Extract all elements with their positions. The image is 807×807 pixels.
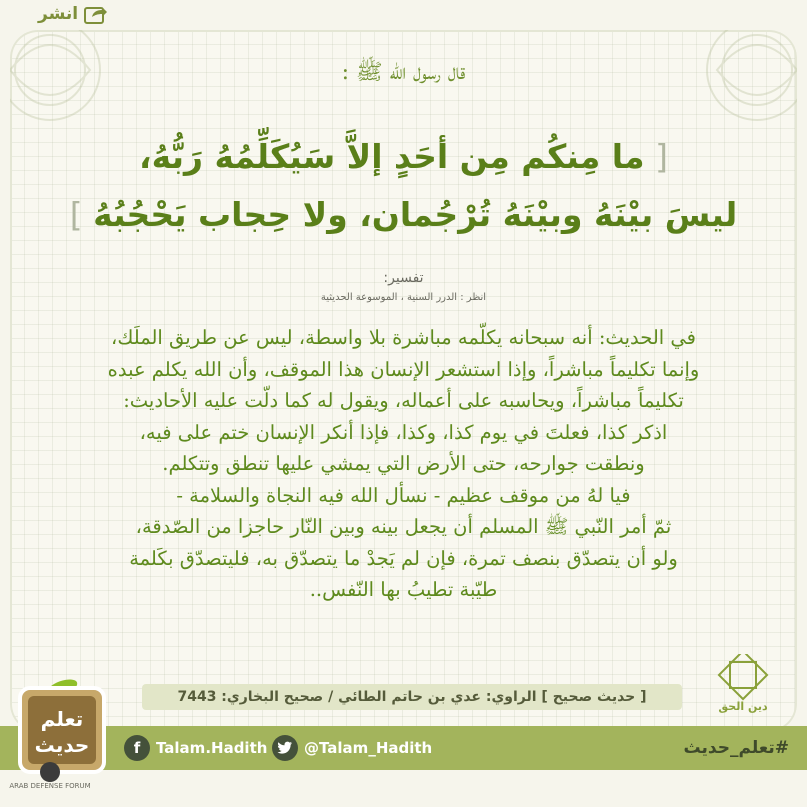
explanation-line: ثمّ أمر النّبي ﷺ المسلم أن يجعل بينه وبين النّار حاجزا من الصّدقة، [135, 515, 672, 538]
share-label: انشر [38, 4, 79, 24]
hadith-line-1-text: ما مِنكُم مِن أحَدٍ إلاَّ سَيُكَلِّمُهُ رَبُّهُ، [139, 137, 645, 176]
facebook-icon: f [124, 735, 150, 761]
bottom-strip [0, 770, 807, 807]
explanation-line: في الحديث: أنه سبحانه يكلّمه مباشرة بلا واسطة، ليس عن طريق الملَك، [111, 326, 696, 349]
tafsir-source: انظر : الدرر السنية ، الموسوعة الحديثية [320, 292, 487, 303]
talam-hadith-logo [10, 674, 112, 784]
hadith-line-1 [0, 128, 807, 186]
twitter-icon [272, 735, 298, 761]
hadith-line-2-text: ليسَ بيْنَهُ وبيْنَهُ تُرْجُمان، ولا حِجاب يَحْجُبُهُ [93, 195, 738, 234]
share-button[interactable] [38, 4, 108, 24]
explanation-line: وإنما تكليماً مباشراً، وإذا استشعر الإنسان هذا الموقف، وأن الله يكلم عبده [107, 357, 700, 381]
close-bracket: ] [69, 195, 94, 234]
twitter-link[interactable] [272, 735, 432, 761]
tafsir-label: تفسير: [383, 270, 424, 286]
explanation-line: طيّبة تطيبُ بها النّفس.. [309, 578, 498, 601]
explanation-line: ونطقت جوارحه، حتى الأرض التي يمشي عليها تنطق وتتكلم. [162, 452, 645, 475]
explanation-text [22, 322, 785, 606]
intro-line: قال رسول الله ﷺ : [341, 60, 466, 85]
deen-alhaq-logo [712, 654, 774, 716]
share-icon [84, 4, 108, 24]
explanation-line: فيا لهُ من موقف عظيم - نسأل الله فيه النجاة والسلامة - [176, 483, 631, 507]
footer-bar [0, 726, 807, 770]
twitter-handle: @Talam_Hadith [304, 739, 433, 757]
facebook-link[interactable] [124, 735, 267, 761]
forum-watermark: ARAB DEFENSE FORUM [9, 782, 91, 790]
hadith-text [0, 128, 807, 244]
hadith-reference: [ حديث صحيح ] الراوي: عدي بن حاتم الطائي / صحيح البخاري: 7443 [142, 684, 682, 710]
talam-logo-text-top: تعلم [40, 707, 84, 731]
deen-alhaq-logo-text: دين الحق [718, 700, 768, 713]
explanation-line: تكليماً مباشراً، ويحاسبه على أعماله، ويقول له كما دلّت عليه الأحاديث: [123, 389, 684, 412]
explanation-line: ولو أن يتصدّق بنصف تمرة، فإن لم يَجدْ ما يتصدّق به، فليتصدّق بكَلمة [129, 546, 678, 570]
hashtag: #تعلم_حديث [683, 738, 789, 758]
facebook-handle: Talam.Hadith [156, 739, 268, 757]
hadith-line-2 [0, 186, 807, 244]
talam-logo-text-bottom: حديث [34, 733, 90, 757]
open-bracket: [ [644, 137, 668, 176]
explanation-line: اذكر كذا، فعلتَ في يوم كذا، وكذا، فإذا أنكر الإنسان ختم على فيه، [139, 420, 668, 444]
